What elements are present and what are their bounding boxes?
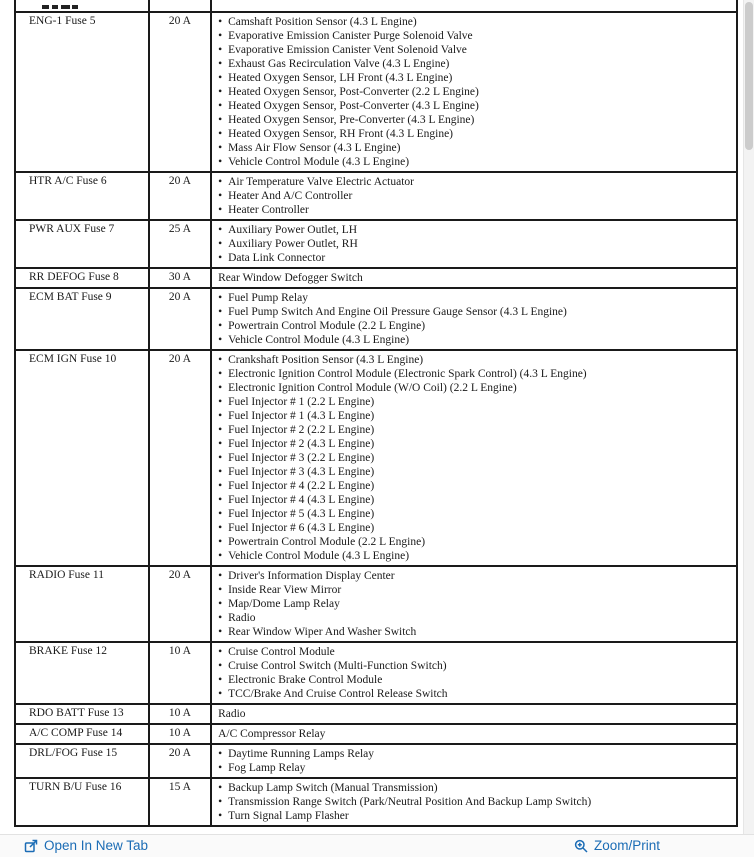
bullet-icon: •: [218, 438, 223, 450]
scrollbar-thumb[interactable]: [745, 2, 753, 150]
circuit-line: [218, 795, 732, 809]
bullet-icon: •: [218, 204, 223, 216]
fuse-row: [15, 268, 737, 288]
bullet-icon: •: [218, 466, 223, 478]
open-in-new-tab-link[interactable]: [24, 839, 148, 853]
bullet-icon: •: [218, 114, 223, 126]
circuit-label: Crankshaft Position Sensor (4.3 L Engine): [228, 354, 424, 366]
fuse-amperage: 30 A: [149, 268, 211, 288]
circuit-line: [218, 251, 732, 265]
zoom-print-label: Zoom/Print: [593, 838, 660, 854]
circuit-label: Radio: [228, 612, 256, 624]
circuit-line: [218, 15, 732, 29]
circuit-label: Fog Lamp Relay: [228, 762, 306, 774]
fuse-row: [15, 220, 737, 268]
circuit-label: Powertrain Control Module (2.2 L Engine): [228, 536, 426, 548]
circuit-label: Rear Window Wiper And Washer Switch: [228, 626, 417, 638]
fuse-circuits: [211, 704, 737, 724]
circuit-label: Heated Oxygen Sensor, Post-Converter (4.3 L Engine): [228, 100, 479, 112]
fuse-amperage: 20 A: [149, 566, 211, 642]
circuit-line: [218, 747, 732, 761]
bullet-icon: •: [218, 142, 223, 154]
circuit-label: Heated Oxygen Sensor, LH Front (4.3 L Engine): [228, 72, 453, 84]
circuit-label: Auxiliary Power Outlet, LH: [228, 224, 358, 236]
bullet-icon: •: [218, 156, 223, 168]
bullet-icon: •: [218, 382, 223, 394]
bullet-icon: •: [218, 480, 223, 492]
fuse-circuits: [211, 566, 737, 642]
circuit-label: Heater And A/C Controller: [228, 190, 353, 202]
circuit-line: [218, 71, 732, 85]
circuit-line: [218, 809, 732, 823]
bullet-icon: •: [218, 306, 223, 318]
fuse-name: RR DEFOG Fuse 8: [15, 268, 149, 288]
fuse-circuits: [211, 744, 737, 778]
circuit-line: [218, 155, 732, 169]
fuse-row: [15, 350, 737, 566]
fuse-circuits: [211, 268, 737, 288]
circuit-line: [218, 423, 732, 437]
fuse-row: [15, 704, 737, 724]
circuit-line: [218, 305, 732, 319]
bullet-icon: •: [218, 452, 223, 464]
fuse-row: [15, 172, 737, 220]
fuse-circuits: [211, 288, 737, 350]
fuse-name: A/C COMP Fuse 14: [15, 724, 149, 744]
bullet-icon: •: [218, 320, 223, 332]
fuse-row: [15, 642, 737, 704]
circuit-label: Fuel Injector # 1 (4.3 L Engine): [228, 410, 375, 422]
circuit-line: [218, 673, 732, 687]
fuse-row: [15, 724, 737, 744]
circuit-line: [218, 707, 732, 721]
circuit-line: [218, 583, 732, 597]
partial-circuits-cell: [211, 0, 737, 12]
fuse-amperage: 20 A: [149, 288, 211, 350]
bullet-icon: •: [218, 598, 223, 610]
fuse-table: [14, 0, 738, 827]
bullet-icon: •: [218, 660, 223, 672]
circuit-line: [218, 521, 732, 535]
bullet-icon: •: [218, 674, 223, 686]
circuit-line: [218, 549, 732, 563]
circuit-label: Fuel Injector # 2 (2.2 L Engine): [228, 424, 375, 436]
zoom-print-link[interactable]: [574, 839, 660, 853]
fuse-circuits: [211, 172, 737, 220]
circuit-line: [218, 611, 732, 625]
circuit-label: Electronic Ignition Control Module (Electronic Spark Control) (4.3 L Engine): [228, 368, 587, 380]
fuse-amperage: 10 A: [149, 642, 211, 704]
circuit-line: [218, 687, 732, 701]
circuit-line: [218, 409, 732, 423]
bullet-icon: •: [218, 128, 223, 140]
circuit-line: [218, 237, 732, 251]
circuit-label: Turn Signal Lamp Flasher: [228, 810, 349, 822]
circuit-line: [218, 761, 732, 775]
circuit-label: Heater Controller: [228, 204, 309, 216]
fuse-amperage: 20 A: [149, 744, 211, 778]
circuit-line: [218, 659, 732, 673]
bullet-icon: •: [218, 292, 223, 304]
fuse-row: [15, 566, 737, 642]
circuit-label: Fuel Injector # 4 (2.2 L Engine): [228, 480, 375, 492]
bullet-icon: •: [218, 494, 223, 506]
bullet-icon: •: [218, 626, 223, 638]
circuit-label: Vehicle Control Module (4.3 L Engine): [228, 334, 410, 346]
circuit-label: Fuel Injector # 4 (4.3 L Engine): [228, 494, 375, 506]
circuit-line: [218, 507, 732, 521]
open-in-new-tab-label: Open In New Tab: [44, 838, 149, 854]
circuit-label: Heated Oxygen Sensor, Post-Converter (2.2 L Engine): [228, 86, 479, 98]
circuit-label: Mass Air Flow Sensor (4.3 L Engine): [228, 142, 401, 154]
circuit-line: [218, 493, 732, 507]
circuit-line: [218, 189, 732, 203]
fuse-row: [15, 778, 737, 826]
circuit-line: [218, 465, 732, 479]
circuit-label: Transmission Range Switch (Park/Neutral Position And Backup Lamp Switch): [228, 796, 592, 808]
bullet-icon: •: [218, 508, 223, 520]
bullet-icon: •: [218, 368, 223, 380]
circuit-label: Vehicle Control Module (4.3 L Engine): [228, 550, 410, 562]
bullet-icon: •: [218, 762, 223, 774]
bullet-icon: •: [218, 410, 223, 422]
circuit-line: [218, 319, 732, 333]
fuse-amperage: 15 A: [149, 778, 211, 826]
fuse-amperage: 10 A: [149, 704, 211, 724]
circuit-label: Fuel Injector # 5 (4.3 L Engine): [228, 508, 375, 520]
fuse-name: HTR A/C Fuse 6: [15, 172, 149, 220]
bullet-icon: •: [218, 536, 223, 548]
circuit-label: Fuel Injector # 3 (2.2 L Engine): [228, 452, 375, 464]
circuit-line: [218, 333, 732, 347]
bullet-icon: •: [218, 550, 223, 562]
circuit-line: [218, 625, 732, 639]
bullet-icon: •: [218, 396, 223, 408]
circuit-line: [218, 367, 732, 381]
circuit-label: Fuel Injector # 3 (4.3 L Engine): [228, 466, 375, 478]
circuit-label: Evaporative Emission Canister Vent Solenoid Valve: [228, 44, 467, 56]
bullet-icon: •: [218, 782, 223, 794]
partial-amp-cell: [149, 0, 211, 12]
fuse-name: ENG-1 Fuse 5: [15, 12, 149, 172]
circuit-label: Vehicle Control Module (4.3 L Engine): [228, 156, 410, 168]
bullet-icon: •: [218, 100, 223, 112]
circuit-label: Fuel Injector # 2 (4.3 L Engine): [228, 438, 375, 450]
circuit-label: Data Link Connector: [228, 252, 326, 264]
fuse-circuits: [211, 220, 737, 268]
bullet-icon: •: [218, 58, 223, 70]
fuse-name: ECM IGN Fuse 10: [15, 350, 149, 566]
circuit-label: Camshaft Position Sensor (4.3 L Engine): [228, 16, 417, 28]
circuit-line: [218, 781, 732, 795]
bullet-icon: •: [218, 796, 223, 808]
circuit-label: TCC/Brake And Cruise Control Release Switch: [228, 688, 448, 700]
fuse-circuits: [211, 724, 737, 744]
circuit-line: [218, 395, 732, 409]
circuit-line: [218, 175, 732, 189]
circuit-label: Inside Rear View Mirror: [228, 584, 342, 596]
fuse-name: RDO BATT Fuse 13: [15, 704, 149, 724]
bullet-icon: •: [218, 354, 223, 366]
fuse-circuits: [211, 778, 737, 826]
circuit-label: Evaporative Emission Canister Purge Solenoid Valve: [228, 30, 473, 42]
bullet-icon: •: [218, 86, 223, 98]
circuit-line: [218, 451, 732, 465]
fuse-circuits: [211, 350, 737, 566]
vertical-scrollbar[interactable]: [743, 0, 754, 834]
magnifier-icon: [574, 839, 588, 853]
circuit-label: Fuel Pump Relay: [228, 292, 308, 304]
fuse-name: DRL/FOG Fuse 15: [15, 744, 149, 778]
circuit-line: [218, 85, 732, 99]
fuse-amperage: 20 A: [149, 350, 211, 566]
circuit-label: Cruise Control Module: [228, 646, 335, 658]
bullet-icon: •: [218, 584, 223, 596]
circuit-line: [218, 127, 732, 141]
circuit-label: Fuel Injector # 6 (4.3 L Engine): [228, 522, 375, 534]
circuit-line: [218, 113, 732, 127]
bullet-icon: •: [218, 238, 223, 250]
fuse-amperage: 20 A: [149, 12, 211, 172]
bullet-icon: •: [218, 252, 223, 264]
fuse-circuits: [211, 642, 737, 704]
fuse-name: PWR AUX Fuse 7: [15, 220, 149, 268]
circuit-label: Fuel Pump Switch And Engine Oil Pressure Gauge Sensor (4.3 L Engine): [228, 306, 567, 318]
circuit-label: Exhaust Gas Recirculation Valve (4.3 L Engine): [228, 58, 450, 70]
clipped-text-fragment: [42, 5, 78, 9]
circuit-label: Electronic Brake Control Module: [228, 674, 383, 686]
bullet-icon: •: [218, 612, 223, 624]
partial-fuse-cell: [15, 0, 149, 12]
bullet-icon: •: [218, 570, 223, 582]
circuit-label: Auxiliary Power Outlet, RH: [228, 238, 358, 250]
circuit-label: Backup Lamp Switch (Manual Transmission): [228, 782, 438, 794]
fuse-name: TURN B/U Fuse 16: [15, 778, 149, 826]
fuse-name: ECM BAT Fuse 9: [15, 288, 149, 350]
circuit-line: [218, 479, 732, 493]
bullet-icon: •: [218, 646, 223, 658]
circuit-line: [218, 727, 732, 741]
circuit-line: [218, 535, 732, 549]
circuit-label: Driver's Information Display Center: [228, 570, 395, 582]
circuit-line: [218, 57, 732, 71]
fuse-circuits: [211, 12, 737, 172]
fuse-amperage: 25 A: [149, 220, 211, 268]
circuit-line: [218, 353, 732, 367]
circuit-line: [218, 271, 732, 285]
bullet-icon: •: [218, 176, 223, 188]
circuit-label: Heated Oxygen Sensor, RH Front (4.3 L Engine): [228, 128, 453, 140]
fuse-amperage: 10 A: [149, 724, 211, 744]
circuit-label: A/C Compressor Relay: [218, 728, 326, 740]
circuit-label: Radio: [218, 708, 246, 720]
bullet-icon: •: [218, 522, 223, 534]
circuit-line: [218, 203, 732, 217]
circuit-label: Rear Window Defogger Switch: [218, 272, 363, 284]
circuit-label: Heated Oxygen Sensor, Pre-Converter (4.3 L Engine): [228, 114, 475, 126]
circuit-line: [218, 29, 732, 43]
bullet-icon: •: [218, 224, 223, 236]
bullet-icon: •: [218, 810, 223, 822]
circuit-line: [218, 569, 732, 583]
circuit-line: [218, 645, 732, 659]
bullet-icon: •: [218, 30, 223, 42]
partial-row: [15, 0, 737, 12]
bullet-icon: •: [218, 424, 223, 436]
bullet-icon: •: [218, 16, 223, 28]
circuit-line: [218, 597, 732, 611]
circuit-label: Air Temperature Valve Electric Actuator: [228, 176, 414, 188]
circuit-line: [218, 291, 732, 305]
bullet-icon: •: [218, 748, 223, 760]
circuit-line: [218, 141, 732, 155]
circuit-label: Cruise Control Switch (Multi-Function Switch): [228, 660, 447, 672]
external-link-icon: [24, 839, 38, 853]
bullet-icon: •: [218, 688, 223, 700]
circuit-line: [218, 381, 732, 395]
circuit-line: [218, 223, 732, 237]
circuit-label: Electronic Ignition Control Module (W/O Coil) (2.2 L Engine): [228, 382, 517, 394]
circuit-label: Map/Dome Lamp Relay: [228, 598, 340, 610]
bullet-icon: •: [218, 334, 223, 346]
fuse-row: [15, 744, 737, 778]
fuse-name: BRAKE Fuse 12: [15, 642, 149, 704]
fuse-row: [15, 288, 737, 350]
fuse-row: [15, 12, 737, 172]
circuit-label: Fuel Injector # 1 (2.2 L Engine): [228, 396, 375, 408]
bullet-icon: •: [218, 44, 223, 56]
circuit-line: [218, 99, 732, 113]
circuit-line: [218, 437, 732, 451]
bullet-icon: •: [218, 72, 223, 84]
viewer-footer: [0, 834, 754, 857]
circuit-line: [218, 43, 732, 57]
fuse-name: RADIO Fuse 11: [15, 566, 149, 642]
fuse-table-body: [15, 0, 737, 826]
circuit-label: Daytime Running Lamps Relay: [228, 748, 375, 760]
bullet-icon: •: [218, 190, 223, 202]
circuit-label: Powertrain Control Module (2.2 L Engine): [228, 320, 426, 332]
fuse-amperage: 20 A: [149, 172, 211, 220]
